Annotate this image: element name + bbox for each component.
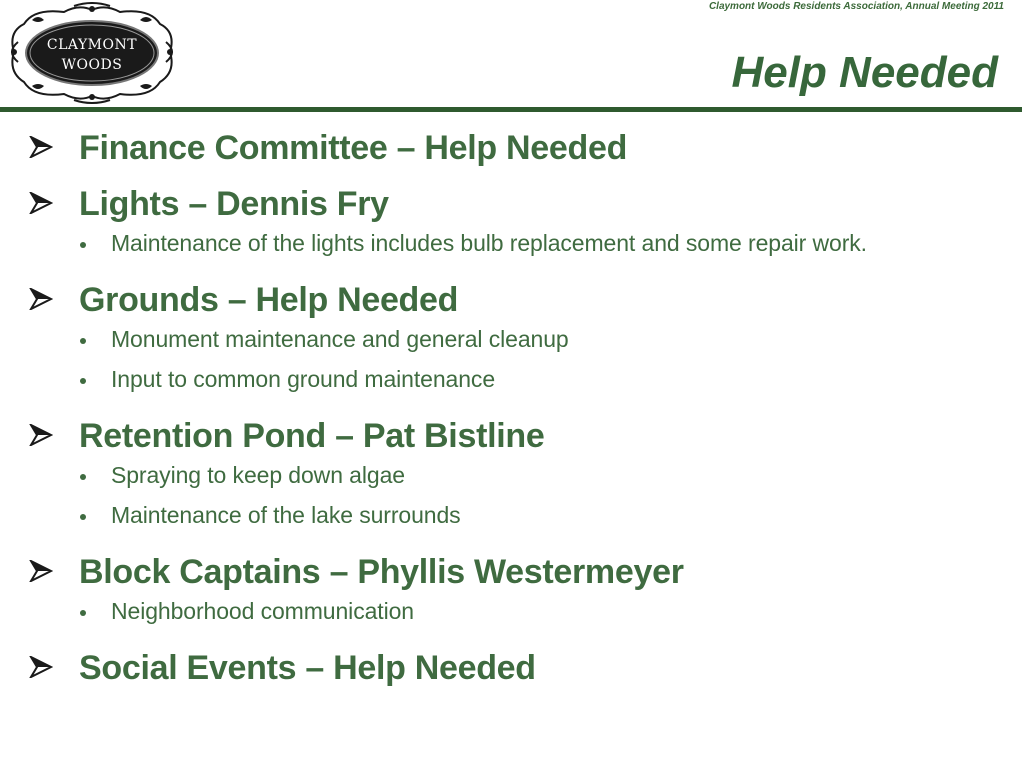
sub-bullet-item-label: Input to common ground maintenance	[111, 366, 496, 392]
header-note: Claymont Woods Residents Association, Annual Meeting 2011	[708, 1, 1004, 12]
sub-bullet-item	[0, 592, 1024, 632]
bullet-item-label: Finance Committee – Help Needed	[79, 129, 628, 167]
bullet-item	[0, 168, 1024, 224]
bullet-item-label: Retention Pond – Pat Bistline	[79, 417, 545, 455]
sub-bullet-item	[0, 224, 1024, 264]
bullet-item-label: Lights – Dennis Fry	[79, 185, 389, 223]
sub-bullet-item	[0, 456, 1024, 496]
dot-icon	[80, 610, 86, 616]
bullet-list	[0, 112, 1024, 688]
bullet-item	[0, 264, 1024, 320]
sub-bullet-item-label: Monument maintenance and general cleanup	[111, 326, 569, 352]
arrow-head-icon	[29, 136, 53, 158]
sub-bullet-item	[0, 320, 1024, 360]
arrow-head-icon	[29, 560, 53, 582]
arrow-head-icon	[29, 656, 53, 678]
bullet-item	[0, 536, 1024, 592]
bullet-item-label: Social Events – Help Needed	[79, 649, 536, 687]
claymont-woods-logo	[4, 2, 180, 104]
dot-icon	[80, 338, 86, 344]
bullet-item	[0, 632, 1024, 688]
dot-icon	[80, 514, 86, 520]
arrow-head-icon	[29, 424, 53, 446]
bullet-item	[0, 400, 1024, 456]
sub-bullet-item	[0, 360, 1024, 400]
arrow-head-icon	[29, 288, 53, 310]
bullet-item-label: Block Captains – Phyllis Westermeyer	[79, 553, 684, 591]
sub-bullet-item-label: Neighborhood communication	[111, 598, 414, 624]
sub-bullet-item-label: Maintenance of the lights includes bulb replacement and some repair work.	[111, 230, 867, 256]
sub-bullet-item-label: Maintenance of the lake surrounds	[111, 502, 461, 528]
bullet-item	[0, 112, 1024, 168]
slide-title: Help Needed	[731, 48, 998, 97]
sub-bullet-item	[0, 496, 1024, 536]
logo-line1: CLAYMONT	[46, 37, 138, 53]
bullet-item-label: Grounds – Help Needed	[79, 281, 459, 319]
dot-icon	[80, 474, 86, 480]
dot-icon	[80, 378, 86, 384]
dot-icon	[80, 242, 86, 248]
logo-graphic	[4, 2, 180, 104]
logo-line2: WOODS	[61, 57, 123, 73]
arrow-head-icon	[29, 192, 53, 214]
sub-bullet-item-label: Spraying to keep down algae	[111, 462, 405, 488]
